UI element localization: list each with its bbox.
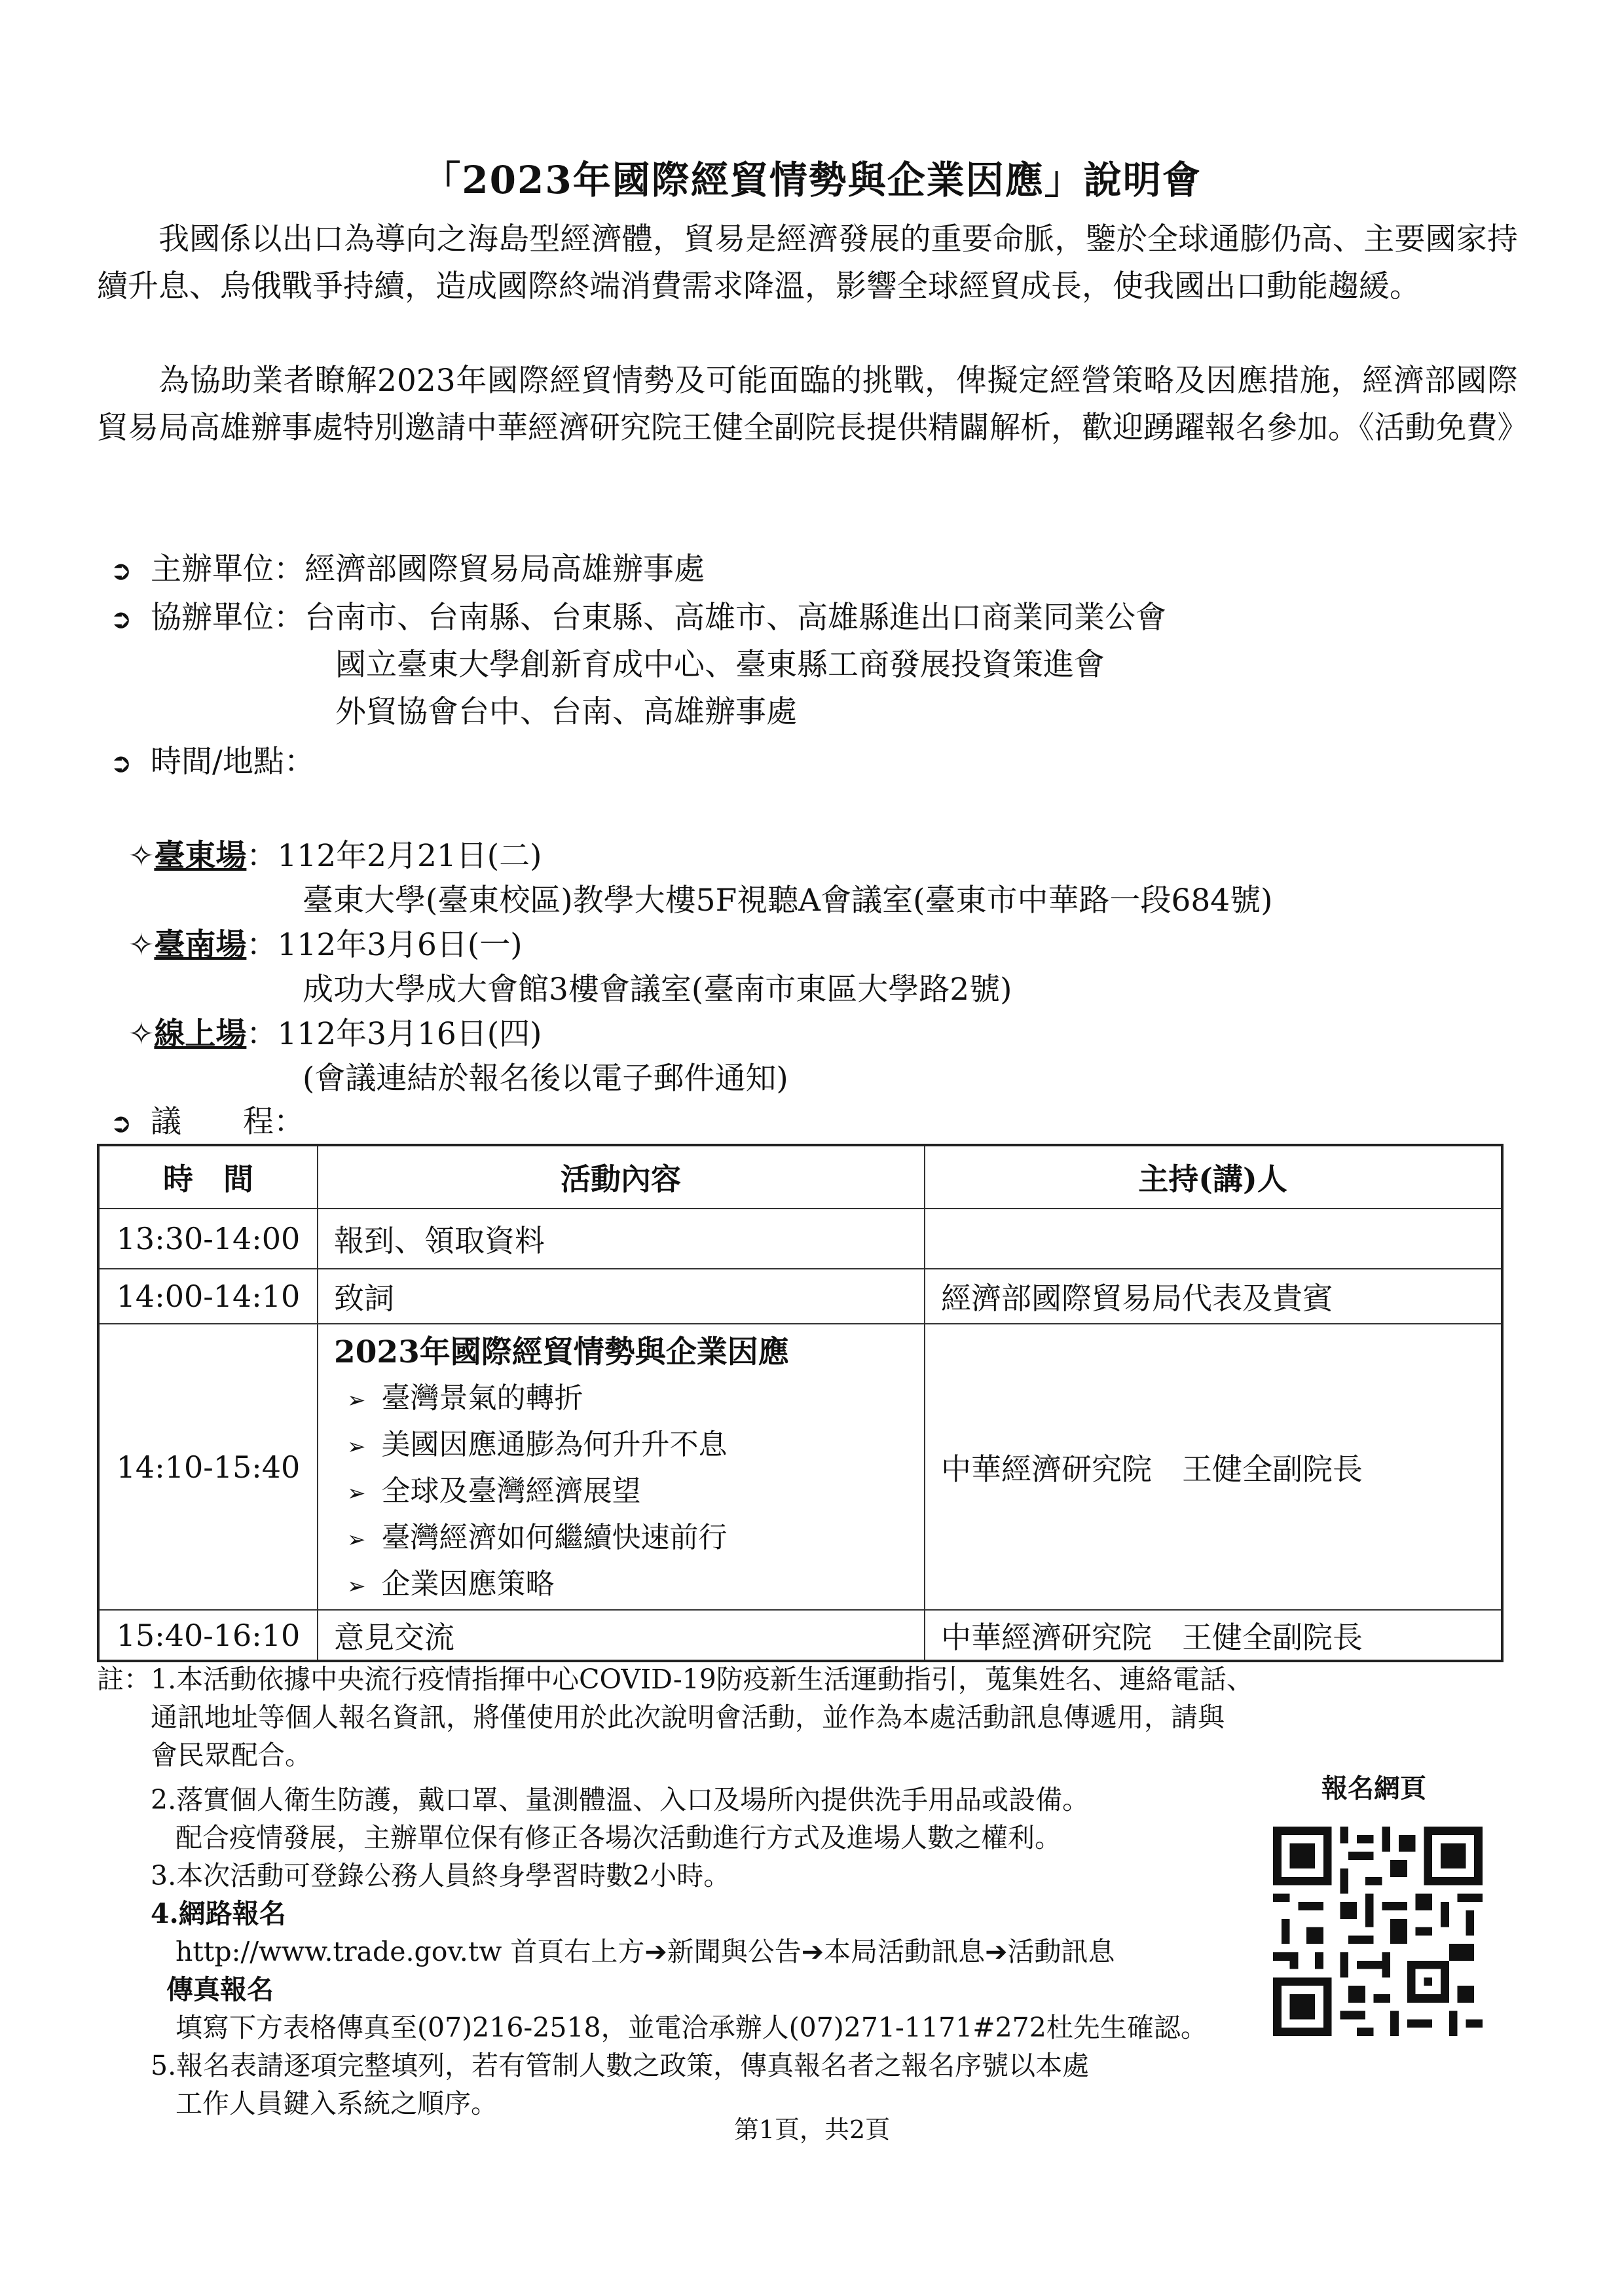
- venue-place: (會議連結於報名後以電子郵件通知): [303, 1061, 788, 1097]
- note-1-line-2: 通訊地址等個人報名資訊，將僅使用於此次說明會活動，並作為本處活動訊息傳遞用，請與: [151, 1702, 1225, 1733]
- trade-url-link[interactable]: http://www.trade.gov.tw 首頁右上方: [175, 1936, 645, 1967]
- path-step: 本局活動訊息: [824, 1936, 986, 1967]
- venue-date: ：112年3月16日(四): [246, 1016, 542, 1052]
- row-host: 經濟部國際貿易局代表及貴賓: [925, 1269, 1502, 1324]
- list-item: ➢ 臺灣景氣的轉折: [347, 1381, 583, 1415]
- path-step: 活動訊息: [1007, 1936, 1115, 1967]
- venue-taitung: [128, 837, 542, 876]
- row-content: [318, 1324, 925, 1610]
- row-time: 14:10-15:40: [98, 1324, 318, 1610]
- table-row: [98, 1324, 1502, 1610]
- venue-name: 臺東場: [154, 838, 247, 874]
- venue-place: 成功大學成大會館3樓會議室(臺南市東區大學路2號): [303, 972, 1012, 1008]
- header-time: 時 間: [98, 1145, 318, 1209]
- row-content: 致詞: [318, 1269, 925, 1324]
- co-organizer-2: 國立臺東大學創新育成中心、臺東縣工商發展投資策進會: [335, 647, 1105, 683]
- co-organizer-1: 台南市、台南縣、台東縣、高雄市、高雄縣進出口商業同業公會: [304, 600, 1166, 636]
- row-time: 14:00-14:10: [98, 1269, 318, 1324]
- diamond-bullet-icon: ✧: [128, 838, 155, 874]
- arrowhead-bullet-icon: ➢: [347, 1527, 366, 1553]
- registration-qr-code-icon[interactable]: [1273, 1827, 1483, 2036]
- note-2-line-1: 2.落實個人衛生防護，戴口罩、量測體溫、入口及場所內提供洗手用品或設備。: [151, 1784, 1090, 1815]
- venue-place: 臺東大學(臺東校區)教學大樓5F視聽A會議室(臺東市中華路一段684號): [303, 883, 1273, 919]
- time-place-label: 時間/地點：: [151, 744, 315, 780]
- diamond-bullet-icon: ✧: [128, 1016, 155, 1052]
- agenda-label-line: [110, 1102, 304, 1143]
- arrowhead-bullet-icon: ➢: [347, 1387, 366, 1413]
- note-4-title: 4.網路報名: [151, 1898, 286, 1929]
- note-5-line-1: 5.報名表請逐項完整填列，若有管制人數之政策，傳真報名者之報名序號以本處: [151, 2050, 1090, 2081]
- list-item: ➢ 美國因應通膨為何升升不息: [347, 1428, 728, 1461]
- topic-title: 2023年國際經貿情勢與企業因應: [334, 1334, 789, 1370]
- arrowhead-bullet-icon: ➢: [347, 1573, 366, 1599]
- row-content: 意見交流: [318, 1610, 925, 1661]
- intro-paragraph-1: 我國係以出口為導向之海島型經濟體，貿易是經濟發展的重要命脈，鑒於全球通膨仍高、主要國家持續升息、烏俄戰爭持續，造成國際終端消費需求降溫，影響全球經貿成長，使我國出口動能趨緩。: [97, 221, 1518, 304]
- co-organizer-label: 協辦單位：: [151, 600, 304, 636]
- arrow-bullet-icon: ➲: [110, 748, 132, 778]
- arrow-bullet-icon: ➲: [110, 1108, 132, 1139]
- co-organizer-3: 外貿協會台中、台南、高雄辦事處: [335, 694, 797, 730]
- row-time: 13:30-14:00: [98, 1209, 318, 1269]
- path-step: 新聞與公告: [667, 1936, 802, 1967]
- diamond-bullet-icon: ✧: [128, 927, 155, 963]
- arrow-bullet-icon: ➲: [110, 604, 132, 634]
- row-host: 中華經濟研究院 王健全副院長: [925, 1610, 1502, 1661]
- row-time: 15:40-16:10: [98, 1610, 318, 1661]
- arrow-right-icon: ➔: [644, 1936, 667, 1967]
- header-host: 主持(講)人: [925, 1145, 1502, 1209]
- agenda-label: 議 程：: [151, 1104, 304, 1140]
- arrow-bullet-icon: ➲: [110, 556, 132, 586]
- venue-tainan: [128, 926, 523, 965]
- venue-date: ：112年2月21日(二): [246, 838, 542, 874]
- row-content: 報到、領取資料: [318, 1209, 925, 1269]
- agenda-table: [97, 1144, 1504, 1662]
- time-place-line: [110, 742, 315, 783]
- qr-label: 報名網頁: [1321, 1773, 1426, 1804]
- organizer-label: 主辦單位：: [151, 551, 304, 587]
- arrowhead-bullet-icon: ➢: [347, 1434, 366, 1460]
- organizer-value: 經濟部國際貿易局高雄辦事處: [304, 551, 705, 587]
- co-organizer-line: [110, 598, 1166, 639]
- list-item: ➢ 全球及臺灣經濟展望: [347, 1474, 641, 1508]
- table-row: [98, 1610, 1502, 1661]
- list-item: ➢ 臺灣經濟如何繼續快速前行: [347, 1521, 728, 1554]
- venue-online: [128, 1015, 542, 1054]
- note-1-line-3: 會民眾配合。: [151, 1740, 312, 1771]
- arrowhead-bullet-icon: ➢: [347, 1480, 366, 1506]
- page-title: 「2023年國際經貿情勢與企業因應」說明會: [422, 158, 1202, 202]
- note-2-line-2: 配合疫情發展，主辦單位保有修正各場次活動進行方式及進場人數之權利。: [175, 1822, 1061, 1853]
- organizer-line: [110, 550, 705, 591]
- note-3: 3.本次活動可登錄公務人員終身學習時數2小時。: [151, 1860, 731, 1891]
- table-header-row: [98, 1145, 1502, 1209]
- intro-paragraph-2: 為協助業者瞭解2023年國際經貿情勢及可能面臨的挑戰，俾擬定經營策略及因應措施，經濟部國際貿易局高雄辦事處特別邀請中華經濟研究院王健全副院長提供精闢解析，歡迎踴躍報名參加。《活動免費》: [97, 363, 1528, 446]
- fax-title: 傳真報名: [166, 1974, 274, 2005]
- note-1-line-1: 註：1.本活動依據中央流行疫情指揮中心COVID-19防疫新生活運動指引，蒐集姓名、連絡電話、: [97, 1664, 1253, 1695]
- venue-date: ：112年3月6日(一): [246, 927, 523, 963]
- table-row: [98, 1209, 1502, 1269]
- page-footer: 第1頁，共2頁: [733, 2115, 891, 2144]
- header-content: 活動內容: [318, 1145, 925, 1209]
- fax-text: 填寫下方表格傳真至(07)216-2518，並電洽承辦人(07)271-1171#272杜先生確認。: [175, 2012, 1208, 2043]
- venue-name: 線上場: [154, 1016, 247, 1052]
- arrow-right-icon: ➔: [985, 1936, 1008, 1967]
- arrow-right-icon: ➔: [801, 1936, 824, 1967]
- table-row: [98, 1269, 1502, 1324]
- row-host: 中華經濟研究院 王健全副院長: [925, 1324, 1502, 1610]
- note-5-line-2: 工作人員鍵入系統之順序。: [175, 2088, 498, 2119]
- list-item: ➢ 企業因應策略: [347, 1567, 555, 1601]
- row-host: [925, 1209, 1502, 1269]
- venue-name: 臺南場: [154, 927, 247, 963]
